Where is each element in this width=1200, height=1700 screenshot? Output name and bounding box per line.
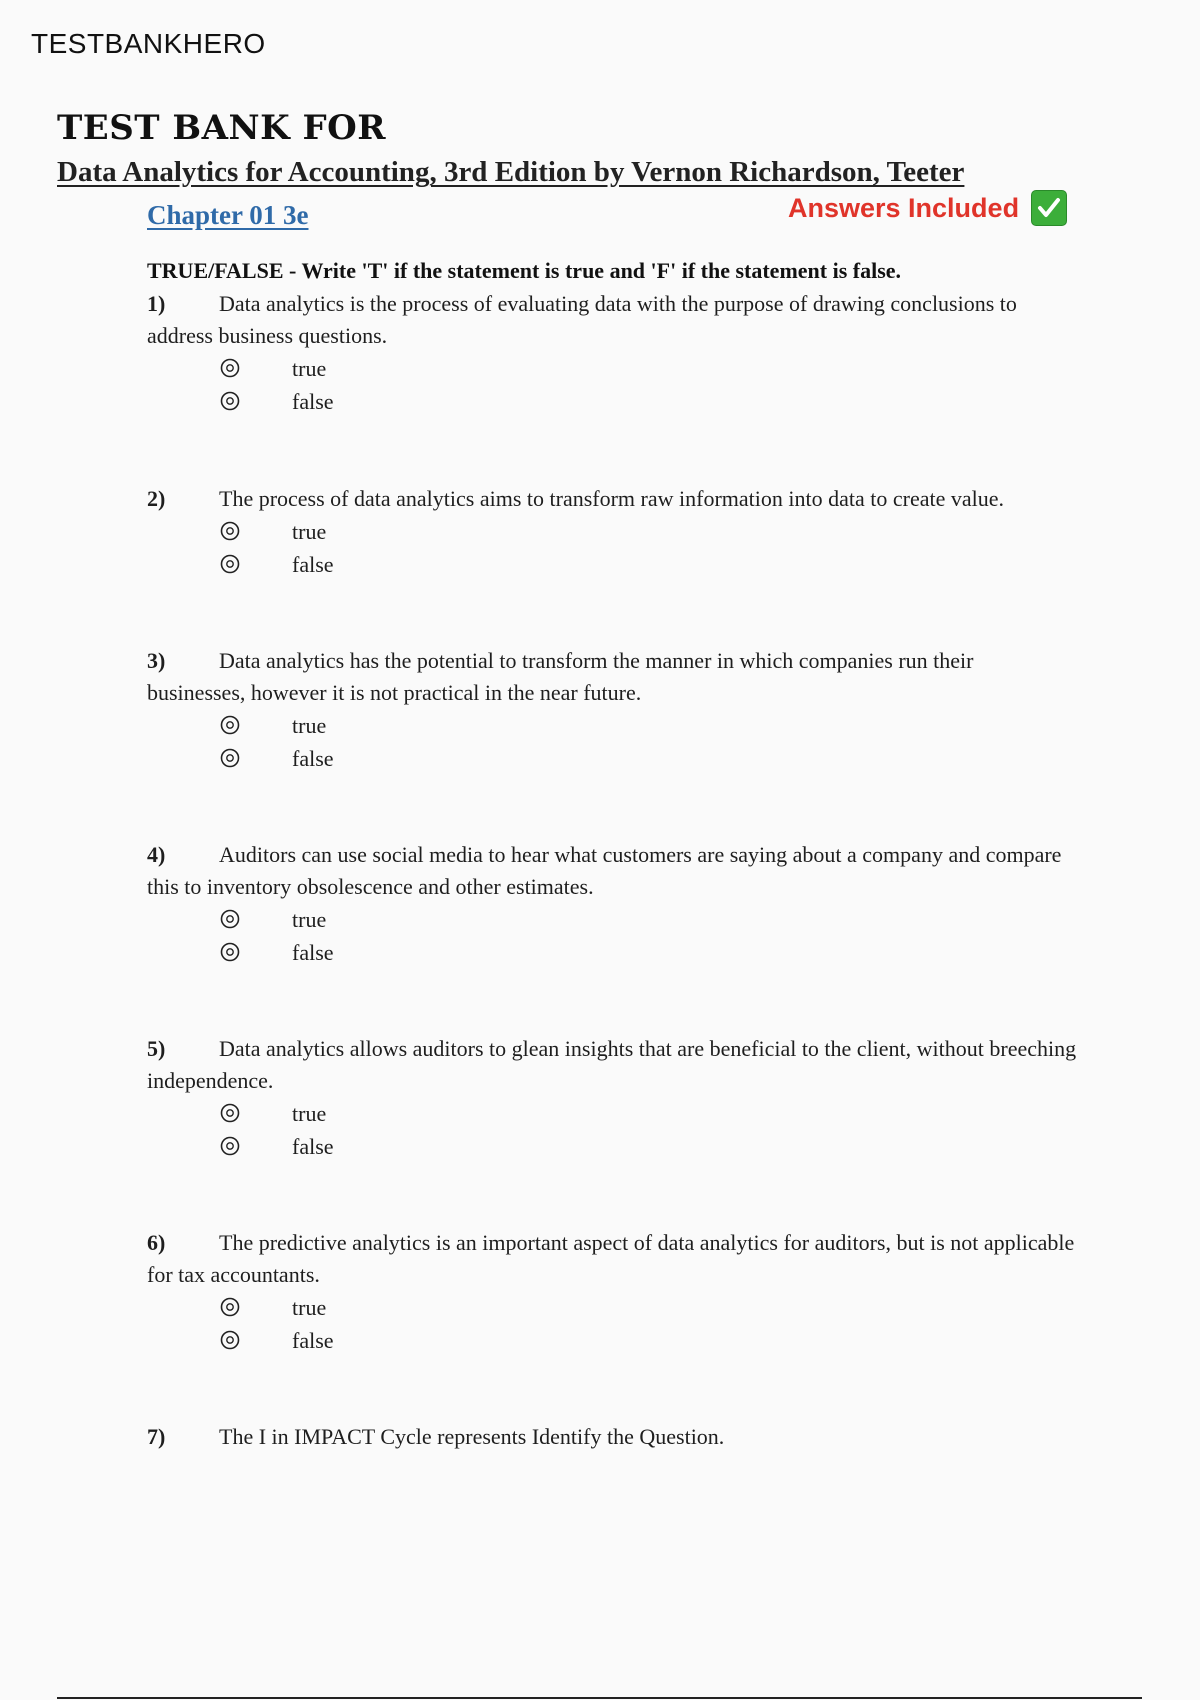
question-text: Auditors can use social media to hear what customers are saying about a company and compare this to inventory obsolescence and other estimates. — [147, 842, 1062, 899]
radio-icon[interactable] — [220, 942, 240, 962]
answers-included-banner — [788, 190, 1067, 226]
radio-icon[interactable] — [220, 521, 240, 541]
section-instructions: TRUE/FALSE - Write 'T' if the statement is true and 'F' if the statement is false. — [147, 258, 902, 283]
answer-option-true[interactable] — [147, 903, 1077, 936]
answer-option-false[interactable] — [147, 742, 1077, 775]
radio-icon[interactable] — [220, 1297, 240, 1317]
radio-icon[interactable] — [220, 358, 240, 378]
check-icon — [1031, 190, 1067, 226]
question-text: Data analytics is the process of evaluating data with the purpose of drawing conclusions to address business questions. — [147, 291, 1017, 348]
answer-option-true[interactable] — [147, 709, 1077, 742]
answer-option-false[interactable] — [147, 936, 1077, 969]
question-item — [147, 645, 1077, 775]
answer-option-label: true — [292, 519, 327, 544]
radio-icon[interactable] — [220, 715, 240, 735]
radio-icon[interactable] — [220, 1136, 240, 1156]
question-number: 3) — [147, 648, 166, 673]
book-title: Data Analytics for Accounting, 3rd Edition by Vernon Richardson, Teeter — [57, 156, 965, 188]
question-number: 7) — [147, 1424, 166, 1449]
site-watermark: TESTBANKHERO — [31, 28, 266, 59]
question-stem — [147, 1227, 1077, 1291]
question-text: The predictive analytics is an important aspect of data analytics for auditors, but is not applicable for tax accountants. — [147, 1230, 1075, 1287]
chapter-link[interactable]: Chapter 01 3e — [147, 200, 309, 230]
question-item — [147, 839, 1077, 969]
answer-option-true[interactable] — [147, 515, 1107, 548]
footer-divider — [57, 1697, 1142, 1699]
question-text: Data analytics has the potential to transform the manner in which companies run their businesses, however it is not practical in the near future. — [147, 648, 974, 705]
answer-option-label: false — [292, 1134, 334, 1159]
answer-option-label: false — [292, 389, 334, 414]
question-stem — [147, 645, 1077, 709]
question-item — [147, 288, 1077, 418]
question-stem — [147, 1421, 1077, 1453]
answer-option-true[interactable] — [147, 1097, 1077, 1130]
answer-option-label: false — [292, 1328, 334, 1353]
question-number: 4) — [147, 842, 166, 867]
question-number: 2) — [147, 486, 166, 511]
question-text: The I in IMPACT Cycle represents Identify the Question. — [219, 1424, 725, 1449]
question-item — [147, 1421, 1077, 1453]
question-text: The process of data analytics aims to transform raw information into data to create value. — [219, 486, 1004, 511]
answer-option-label: true — [292, 713, 327, 738]
answer-option-false[interactable] — [147, 1130, 1077, 1163]
question-number: 6) — [147, 1230, 166, 1255]
question-item — [147, 1033, 1077, 1163]
question-text: Data analytics allows auditors to glean insights that are beneficial to the client, without breeching independence. — [147, 1036, 1077, 1093]
radio-icon[interactable] — [220, 554, 240, 574]
answer-option-false[interactable] — [147, 385, 1077, 418]
answer-option-label: false — [292, 940, 334, 965]
answer-option-label: true — [292, 1101, 327, 1126]
answer-option-true[interactable] — [147, 352, 1077, 385]
answer-option-label: true — [292, 356, 327, 381]
answer-option-label: true — [292, 907, 327, 932]
document-title: TEST BANK FOR — [57, 108, 387, 148]
question-item — [147, 1227, 1077, 1357]
question-number: 5) — [147, 1036, 166, 1061]
answer-option-label: false — [292, 552, 334, 577]
radio-icon[interactable] — [220, 1103, 240, 1123]
question-stem — [147, 483, 1107, 515]
radio-icon[interactable] — [220, 391, 240, 411]
answer-option-false[interactable] — [147, 1324, 1077, 1357]
radio-icon[interactable] — [220, 1330, 240, 1350]
question-stem — [147, 1033, 1077, 1097]
answers-included-label: Answers Included — [788, 192, 1020, 223]
answer-option-false[interactable] — [147, 548, 1107, 581]
question-item — [147, 483, 1107, 581]
answer-option-true[interactable] — [147, 1291, 1077, 1324]
radio-icon[interactable] — [220, 748, 240, 768]
question-stem — [147, 839, 1077, 903]
answer-option-label: true — [292, 1295, 327, 1320]
radio-icon[interactable] — [220, 909, 240, 929]
question-stem — [147, 288, 1077, 352]
answer-option-label: false — [292, 746, 334, 771]
question-number: 1) — [147, 291, 166, 316]
